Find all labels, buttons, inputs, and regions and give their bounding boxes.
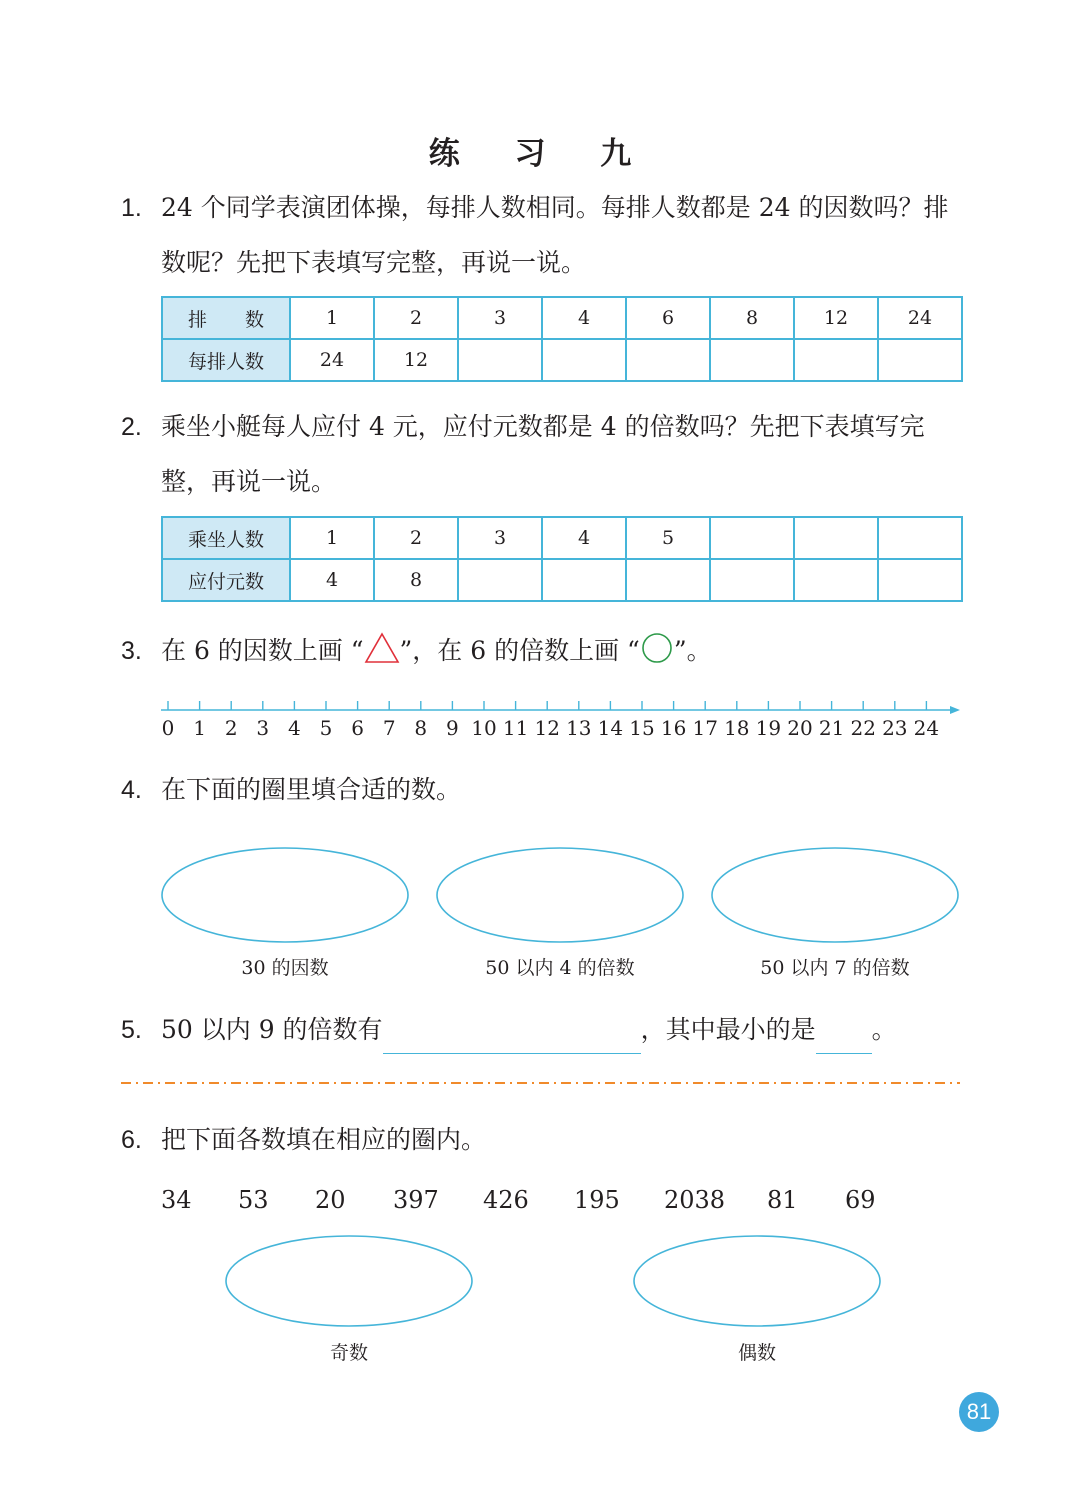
number-item: 2038 [664,1186,726,1214]
tick-label: 2 [224,716,238,740]
question-number: 3. [121,637,142,665]
tick-label: 14 [597,716,624,740]
set-circle[interactable] [226,1236,472,1326]
table-cell: 4 [542,517,626,559]
tick-label: 13 [566,716,592,740]
question-4 [121,766,461,814]
answer-cell[interactable] [458,559,542,601]
answer-cell[interactable] [710,559,794,601]
number-item: 20 [315,1186,346,1214]
table-row [162,297,962,339]
question-text: 24 个同学表演团体操，每排人数相同。每排人数都是 24 的因数吗？排 [161,193,949,222]
question-number: 2. [121,413,142,441]
number-item: 397 [393,1186,439,1214]
answer-blank[interactable] [383,1023,641,1054]
tick-label: 6 [351,716,364,740]
answer-cell[interactable] [626,559,710,601]
question-2-continued: 整，再说一说。 [161,467,337,496]
table-cell: 8 [710,297,794,339]
tick-label: 4 [288,716,301,740]
tick-label: 7 [382,716,396,740]
arrow-head-icon [950,706,960,714]
tick-label: 8 [414,716,428,740]
tick-label: 0 [161,716,175,740]
tick-label: 23 [882,716,908,740]
number-line [0,690,1082,750]
table-cell: 2 [374,297,458,339]
question-number: 4. [121,776,142,804]
question-1 [121,184,948,232]
question-text: 把下面各数填在相应的圈内。 [161,1125,487,1154]
table-cell: 24 [290,339,374,381]
question-3 [121,627,712,675]
set-circle[interactable] [712,848,958,942]
question-text: 在下面的圈里填合适的数。 [161,775,462,804]
table-cell: 4 [542,297,626,339]
tick-label: 20 [787,716,813,740]
row-header: 应付元数 [162,559,290,601]
set-circle[interactable] [634,1236,880,1326]
question-text: 乘坐小艇每人应付 4 元，应付元数都是 4 的倍数吗？先把下表填写完 [161,412,925,441]
page-title: 练 习 九 [428,136,654,172]
tick-label: 15 [629,716,655,740]
question-number: 5. [121,1016,142,1044]
tick-label: 22 [850,716,876,740]
set-circle[interactable] [437,848,683,942]
table-cell: 5 [626,517,710,559]
question-text-b: ”，在 6 的倍数上画 “ [399,636,640,665]
table-row [162,339,962,381]
q4-sets [0,840,1082,950]
circle-icon [640,631,674,665]
question-number: 1. [121,194,142,222]
table-cell: 8 [374,559,458,601]
table-cell: 3 [458,297,542,339]
question-text-a: 在 6 的因数上画 “ [161,636,364,665]
triangle-icon [364,631,400,665]
table-cell: 1 [290,517,374,559]
question-text-c: 。 [871,1015,897,1044]
q2-table [161,516,963,602]
question-text-c: ”。 [673,636,712,665]
number-item: 69 [845,1186,876,1214]
section-divider [0,1078,1082,1088]
table-cell: 24 [878,297,962,339]
tick-label: 11 [502,716,529,740]
tick-label: 1 [193,716,206,740]
table-cell: 2 [374,517,458,559]
question-1-continued: 数呢？先把下表填写完整，再说一说。 [161,248,587,277]
set-label: 偶数 [737,1342,776,1364]
table-row [162,517,962,559]
answer-cell[interactable] [626,339,710,381]
answer-cell[interactable] [458,339,542,381]
number-item: 195 [574,1186,620,1214]
set-label: 50 以内 4 的倍数 [485,957,635,979]
set-circle[interactable] [162,848,408,942]
question-5 [121,1006,897,1054]
tick-label: 18 [724,716,750,740]
table-cell: 12 [794,297,878,339]
answer-cell[interactable] [794,517,878,559]
tick-label: 19 [755,716,782,740]
table-cell: 6 [626,297,710,339]
set-label: 奇数 [329,1342,368,1364]
tick-label: 5 [319,716,333,740]
answer-blank[interactable] [816,1023,872,1054]
question-2 [121,403,925,451]
row-header: 每排人数 [162,339,290,381]
row-header: 乘坐人数 [162,517,290,559]
table-cell: 12 [374,339,458,381]
tick-label: 24 [913,716,940,740]
row-header: 排 数 [162,297,290,339]
set-label: 50 以内 7 的倍数 [760,957,910,979]
set-label: 30 的因数 [241,957,329,979]
table-row [162,559,962,601]
question-6 [121,1116,486,1164]
q6-sets [0,1228,1082,1338]
page-number-badge: 81 [959,1392,999,1432]
number-item: 34 [161,1186,192,1214]
tick-label: 12 [534,716,560,740]
answer-cell[interactable] [710,517,794,559]
answer-cell[interactable] [794,559,878,601]
tick-label: 10 [471,716,497,740]
tick-label: 9 [446,716,459,740]
tick-label: 16 [660,716,687,740]
table-cell: 1 [290,297,374,339]
question-text-b: ，其中最小的是 [640,1015,816,1044]
table-cell: 3 [458,517,542,559]
tick-label: 3 [256,716,270,740]
number-item: 426 [483,1186,529,1214]
answer-cell[interactable] [878,339,962,381]
tick-label: 21 [818,716,845,740]
tick-label: 17 [692,716,718,740]
number-item: 81 [767,1186,798,1214]
answer-cell[interactable] [710,339,794,381]
answer-cell[interactable] [878,559,962,601]
q1-table [161,296,963,382]
answer-cell[interactable] [542,559,626,601]
table-cell: 4 [290,559,374,601]
answer-cell[interactable] [794,339,878,381]
answer-cell[interactable] [542,339,626,381]
question-number: 6. [121,1126,142,1154]
answer-cell[interactable] [878,517,962,559]
number-item: 53 [238,1186,269,1214]
question-text-a: 50 以内 9 的倍数有 [161,1015,383,1044]
